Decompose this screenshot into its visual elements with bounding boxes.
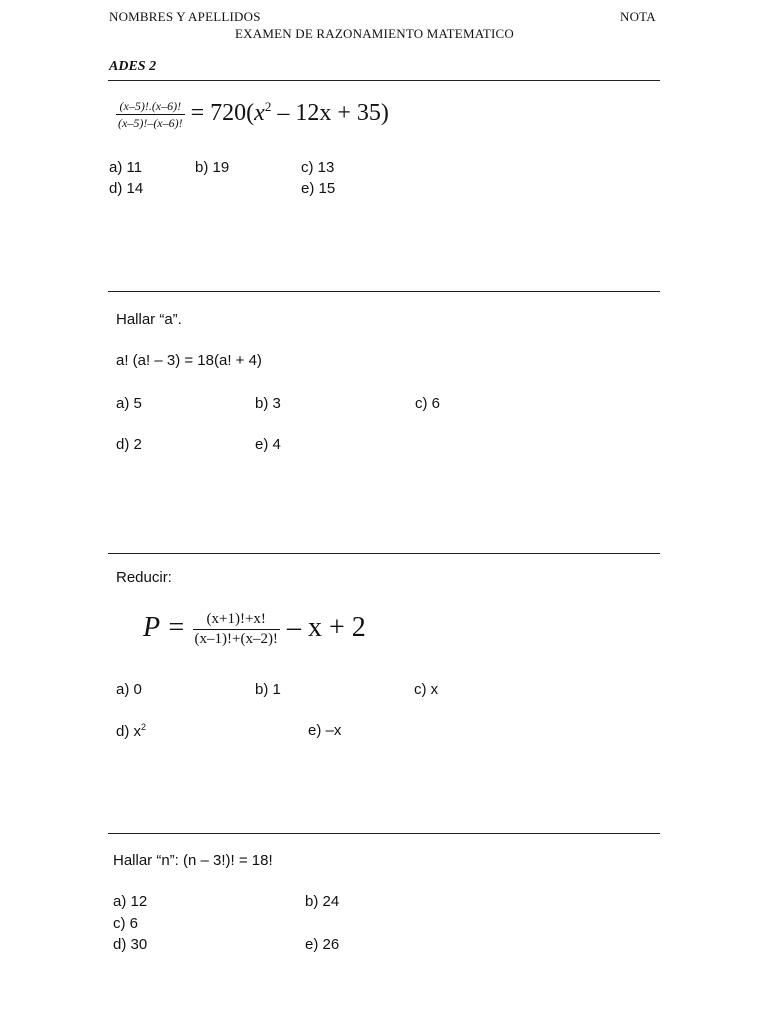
- question-3-option-b[interactable]: b) 1: [255, 681, 281, 698]
- question-1-option-c[interactable]: c) 13: [301, 159, 335, 176]
- question-1-option-b[interactable]: b) 19: [195, 159, 230, 176]
- question-2-option-d[interactable]: d) 2: [116, 436, 142, 453]
- question-1-rhs-x: x: [254, 100, 265, 127]
- question-3-option-a[interactable]: a) 0: [116, 681, 142, 698]
- question-3-option-c[interactable]: c) x: [414, 681, 439, 698]
- question-1-equation: [116, 98, 389, 131]
- question-3-option-e[interactable]: e) –x: [308, 722, 342, 739]
- question-2-option-c[interactable]: c) 6: [415, 395, 441, 412]
- question-1-option-a[interactable]: a) 11: [109, 159, 143, 176]
- exam-title: EXAMEN DE RAZONAMIENTO MATEMATICO: [235, 26, 514, 41]
- divider: [108, 833, 660, 834]
- question-3-option-d-exponent: 2: [141, 722, 147, 732]
- question-2-prompt: Hallar “a”.: [116, 311, 182, 328]
- question-1-numerator: (x–5)!.(x–6)!: [116, 98, 185, 115]
- divider: [108, 80, 660, 81]
- question-4-option-b[interactable]: b) 24: [305, 893, 340, 910]
- question-3-numerator: (x+1)!+x!: [193, 610, 280, 630]
- question-2-option-e[interactable]: e) 4: [255, 436, 281, 453]
- question-3-option-d[interactable]: [116, 722, 146, 740]
- question-4-option-d[interactable]: d) 30: [113, 936, 148, 953]
- question-4-option-c[interactable]: c) 6: [113, 915, 139, 932]
- question-3-option-d-text: d) x: [116, 723, 142, 740]
- question-4-prompt: Hallar “n”: (n – 3!)! = 18!: [113, 852, 273, 869]
- question-4-option-e[interactable]: e) 26: [305, 936, 340, 953]
- question-1-denominator: (x–5)!–(x–6)!: [118, 116, 183, 130]
- question-3-denominator: (x–1)!+(x–2)!: [194, 631, 278, 647]
- question-1-rhs-suffix: – 12x + 35): [271, 100, 389, 127]
- grade-label: NOTA: [620, 9, 656, 24]
- question-1-fraction: [116, 98, 185, 131]
- question-3-rhs: – x + 2: [286, 611, 366, 643]
- question-1-rhs-prefix: = 720(: [190, 100, 255, 127]
- question-1-option-d[interactable]: d) 14: [109, 180, 144, 197]
- question-3-fraction: [193, 610, 280, 649]
- question-3-lhs: P =: [143, 611, 186, 643]
- question-1-option-e[interactable]: e) 15: [301, 180, 336, 197]
- question-2-equation: a! (a! – 3) = 18(a! + 4): [116, 352, 262, 369]
- question-4-option-a[interactable]: a) 12: [113, 893, 148, 910]
- question-2-option-b[interactable]: b) 3: [255, 395, 281, 412]
- divider: [108, 291, 660, 292]
- question-2-option-a[interactable]: a) 5: [116, 395, 142, 412]
- divider: [108, 553, 660, 554]
- question-3-prompt: Reducir:: [116, 569, 172, 586]
- section-label: ADES 2: [109, 59, 157, 74]
- names-label: NOMBRES Y APELLIDOS: [109, 9, 261, 24]
- question-3-equation: [143, 610, 366, 649]
- question-1-rhs-exponent: 2: [264, 99, 272, 115]
